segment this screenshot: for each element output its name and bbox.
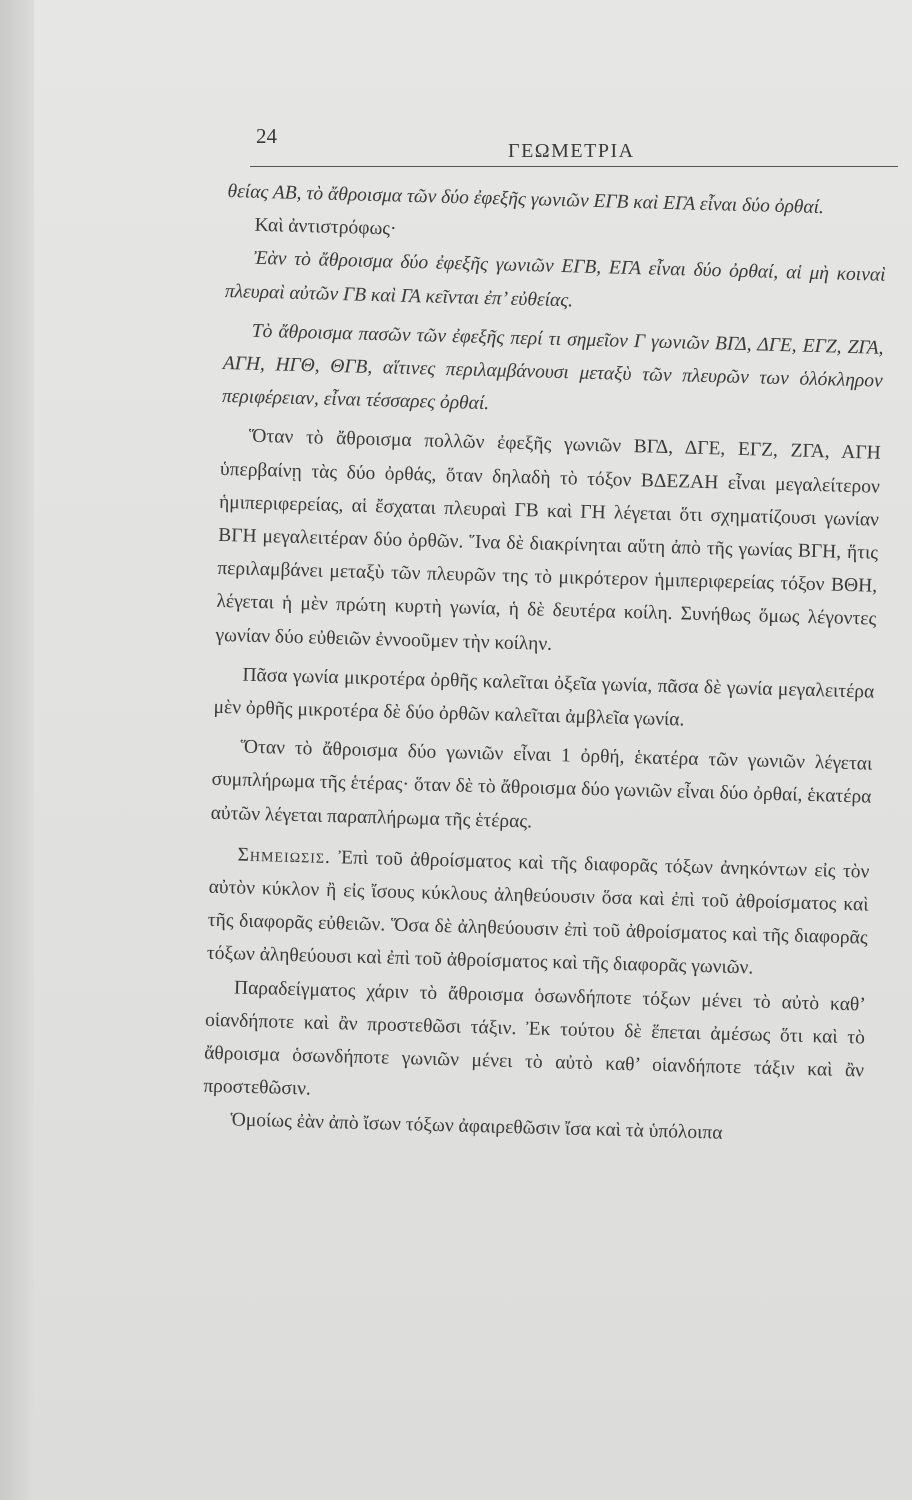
running-title: ΓΕΩΜΕΤΡΙΑ: [508, 140, 635, 162]
note-body: Ἐπὶ τοῦ ἀθροίσματος καὶ τῆς διαφορᾶς τόξων ἀνηκόντων εἰς τὸν αὐτὸν κύκλον ἢ εἰς ἴσους κύκλους ἀληθεύουσιν ὅσα καὶ ἐπὶ τοῦ ἀθροίσματος καὶ τῆς διαφορᾶς εὐθειῶν. Ὅσα δὲ ἀληθεύουσιν ἐπὶ τοῦ ἀθροίσματος καὶ τῆς διαφορᾶς τόξων ἀληθεύουσι καὶ ἐπὶ τοῦ ἀθροίσματος καὶ τῆς διαφορᾶς γωνιῶν.: [206, 847, 870, 979]
header-rule: [250, 166, 898, 167]
paragraph-converse-heading: Καὶ ἀντιστρόφως·: [254, 214, 397, 240]
paragraph-theorem-continuation: θείας ΑΒ, τὸ ἄθροισμα τῶν δύο ἐφεξῆς γωνιῶν ΕΓΒ καὶ ΕΓΑ εἶναι δύο ὀρθαί.: [227, 180, 825, 219]
paragraph-acute-obtuse: Πᾶσα γωνία μικροτέρα ὀρθῆς καλεῖται ὀξεῖα γωνία, πᾶσα δὲ γωνία μεγαλειτέρα μὲν ὀρθῆς μικροτέρα δὲ δύο ὀρθῶν καλεῖται ἀμβλεῖα γωνία.: [213, 664, 875, 731]
paragraph-similarly: Ὁμοίως ἐὰν ἀπὸ ἴσων τόξων ἀφαιρεθῶσιν ἴσα καὶ τὰ ὑπόλοιπα: [230, 1109, 723, 1145]
body-text: [202, 175, 888, 1154]
page-number: 24: [256, 124, 277, 148]
paragraph-angles-around-point: Τὸ ἄθροισμα πασῶν τῶν ἐφεξῆς περί τι σημεῖον Γ γωνιῶν ΒΓΔ, ΔΓΕ, ΕΓΖ, ΖΓΑ, ΑΓΗ, ΗΓΘ, ΘΓΒ, αἵτινες περιλαμβάνουσι μεταξὺ τῶν πλευρῶν των ὁλόκληρον περιφέρειαν, εἶναι τέσσαρες ὀρθαί.: [221, 320, 884, 415]
paragraph-complement-supplement: Ὅταν τὸ ἄθροισμα δύο γωνιῶν εἶναι 1 ὀρθή, ἑκατέρα τῶν γωνιῶν λέγεται συμπλήρωμα τῆς ἑτέρας· ὅταν δὲ τὸ ἄθροισμα δύο γωνιῶν εἶναι δύο ὀρθαί, ἑκατέρα αὐτῶν λέγεται παραπλήρωμα τῆς ἑτέρας.: [210, 736, 873, 833]
paragraph-example: Παραδείγματος χάριν τὸ ἄθροισμα ὁσωνδήποτε τόξων μένει τὸ αὐτὸ καθ’ οἱανδήποτε καὶ ἂν προστεθῶσι τάξιν. Ἐκ τούτου δὲ ἕπεται ἀμέσως ὅτι καὶ τὸ ἄθροισμα ὁσωνδήποτε γωνιῶν μένει τὸ αὐτὸ καθ’ οἱανδήποτε τάξιν καὶ ἂν προστεθῶσιν.: [203, 977, 867, 1100]
paragraph-reflex-angle: Ὅταν τὸ ἄθροισμα πολλῶν ἐφεξῆς γωνιῶν ΒΓΔ, ΔΓΕ, ΕΓΖ, ΖΓΑ, ΑΓΗ ὑπερβαίνῃ τὰς δύο ὀρθάς, ὅταν δηλαδὴ τὸ τόξον ΒΔΕΖΑΗ εἶναι μεγαλείτερον ἡμιπεριφερείας, αἱ ἔσχαται πλευραὶ ΓΒ καὶ ΓΗ λέγεται ὅτι σχηματίζουσι γωνίαν ΒΓΗ μεγαλειτέραν δύο ὀρθῶν. Ἵνα δὲ διακρίνηται αὕτη ἀπὸ τῆς γωνίας ΒΓΗ, ἥτις περιλαμβάνει μεταξὺ τῶν πλευρῶν της τὸ μικρότερον ἡμιπεριφερείας τόξον ΒΘΗ, λέγεται ἡ μὲν πρώτη κυρτὴ γωνία, ἡ δὲ δευτέρα κοίλη. Συνήθως ὅμως λέγοντες γωνίαν δύο εὐθειῶν ἐννοοῦμεν τὴν κοίλην.: [215, 426, 881, 655]
page-header: [250, 120, 890, 164]
note-heading: Σημειωσις.: [237, 844, 332, 868]
paragraph-converse-theorem: Ἐὰν τὸ ἄθροισμα δύο ἐφεξῆς γωνιῶν ΕΓΒ, ΕΓΑ εἶναι δύο ὀρθαί, αἱ μὴ κοιναὶ πλευραὶ αὐτῶν ΓΒ καὶ ΓΑ κεῖνται ἐπ’ εὐθείας.: [224, 248, 886, 311]
paragraph-note: [206, 838, 869, 989]
page-gutter-shadow: [0, 0, 34, 1500]
